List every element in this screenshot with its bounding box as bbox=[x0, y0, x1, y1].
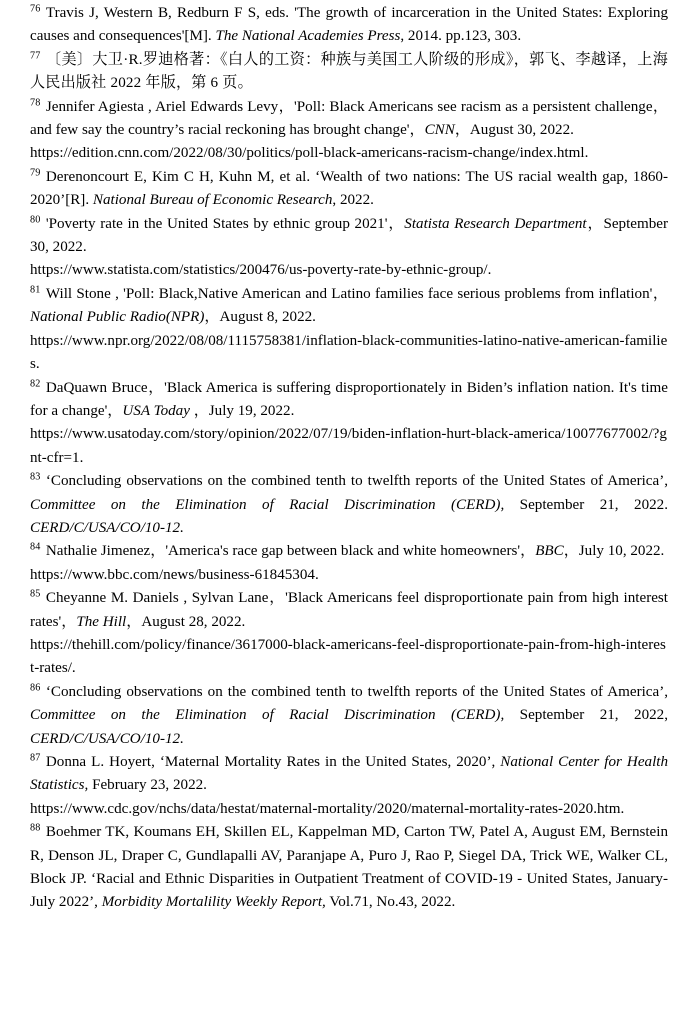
footnote-entry bbox=[30, 377, 668, 424]
footnote-source-title: The National Academies Press bbox=[215, 28, 401, 45]
footnote-entry bbox=[30, 681, 668, 751]
footnote-entry bbox=[30, 96, 668, 143]
footnote-text: ，August 8, 2022. bbox=[204, 309, 316, 326]
footnote-source-title: BBC bbox=[535, 543, 564, 560]
footnote-url[interactable]: https://www.npr.org/2022/08/08/1115758381/inflation-black-communities-latino-native-american-families. bbox=[30, 332, 668, 373]
footnote-text: Cheyanne M. Daniels , Sylvan Lane，'Black Americans feel disproportionate pain from high interest rates'， bbox=[30, 590, 668, 630]
footnote-url[interactable]: https://thehill.com/policy/finance/3617000-black-americans-feel-disproportionate-pain-from-high-interest-rates/. bbox=[30, 636, 666, 677]
footnote-source-title: CERD/C/USA/CO/10-12. bbox=[30, 730, 184, 747]
footnote-marker: 81 bbox=[30, 284, 41, 296]
footnote-url[interactable]: https://www.cdc.gov/nchs/data/hestat/maternal-mortality/2020/maternal-mortality-rates-2020.htm. bbox=[30, 800, 625, 817]
footnote-text: ，August 30, 2022. bbox=[454, 122, 574, 139]
footnote-entry bbox=[30, 166, 668, 213]
footnote-text: Jennifer Agiesta , Ariel Edwards Levy，'Poll: Black Americans see racism as a persistent challenge，and few say the country’s racial reckoning has brought change'， bbox=[30, 98, 668, 139]
footnote-text: ，July 19, 2022. bbox=[189, 402, 295, 419]
footnote-text: , 2014. pp.123, 303. bbox=[400, 28, 522, 45]
footnote-text: ，August 28, 2022. bbox=[126, 613, 246, 630]
footnote-source-title: Statista Research Department bbox=[404, 215, 587, 232]
footnote-text: , 2022. bbox=[332, 192, 374, 209]
footnote-marker: 87 bbox=[30, 752, 41, 764]
footnote-marker: 83 bbox=[30, 471, 41, 483]
footnote-url[interactable]: https://www.usatoday.com/story/opinion/2022/07/19/biden-inflation-hurt-black-america/10077677002/?gnt-cfr=1. bbox=[30, 426, 667, 466]
footnote-marker: 79 bbox=[30, 167, 41, 179]
footnote-entry bbox=[30, 2, 668, 49]
footnote-url[interactable]: https://www.statista.com/statistics/200476/us-poverty-rate-by-ethnic-group/. bbox=[30, 262, 492, 279]
footnote-source-title: Committee on the Elimination of Racial Discrimination (CERD), bbox=[30, 496, 505, 513]
footnote-text: February 23, 2022. bbox=[88, 777, 207, 794]
footnote-entry bbox=[30, 751, 668, 798]
footnote-url[interactable]: https://edition.cnn.com/2022/08/30/politics/poll-black-americans-racism-change/index.html. bbox=[30, 145, 589, 162]
footnote-marker: 85 bbox=[30, 588, 41, 600]
footnote-text: ‘Concluding observations on the combined tenth to twelfth reports of the United States of America’, bbox=[45, 473, 668, 490]
footnote-source-title: Committee on the Elimination of Racial Discrimination (CERD), bbox=[30, 707, 505, 724]
footnote-source-title: National Public Radio(NPR) bbox=[30, 309, 205, 326]
footnote-entry bbox=[30, 470, 668, 540]
footnote-source-title: National Bureau of Economic Research bbox=[92, 192, 333, 209]
footnote-marker: 82 bbox=[30, 378, 41, 389]
footnote-text: ，September 30, 2022. bbox=[30, 215, 668, 256]
footnote-text: 〔美〕大卫·R.罗迪格著：《白人的工资：种族与美国工人阶级的形成》，郭飞、李越译，上海人民出版社 2022 年版，第 6 页。 bbox=[30, 51, 668, 92]
footnote-marker: 78 bbox=[30, 97, 41, 109]
footnote-source-title: USA Today bbox=[122, 402, 190, 419]
footnote-entry bbox=[30, 49, 668, 96]
footnote-entry bbox=[30, 213, 668, 260]
footnote-source-title: CERD/C/USA/CO/10-12. bbox=[30, 519, 184, 536]
footnote-marker: 80 bbox=[30, 214, 41, 226]
footnote-marker: 76 bbox=[30, 3, 41, 15]
footnote-text: DaQuawn Bruce，'Black America is suffering disproportionately in Biden’s inflation nation. It's time for a change'， bbox=[30, 379, 668, 419]
footnote-entry bbox=[30, 587, 668, 634]
footnote-url[interactable]: https://www.bbc.com/news/business-61845304. bbox=[30, 566, 319, 583]
footnote-entry bbox=[30, 821, 668, 915]
footnote-text: Will Stone , 'Poll: Black,Native American and Latino families face serious problems from inflation'， bbox=[45, 285, 668, 302]
footnote-text: Boehmer TK, Koumans EH, Skillen EL, Kappelman MD, Carton TW, Patel A, August EM, Bernstein R, Denson JL, Draper C, Gundlapalli AV, Paranjape A, Puro J, Rao P, Siegel DA, Trick WE, Walker CL, Block JP. ‘Racial and Ethnic Disparities in Outpatient Treatment of COVID-19 - United States, January-July 2022’, bbox=[30, 824, 668, 911]
footnote-marker: 77 bbox=[30, 50, 41, 62]
footnote-text: Vol.71, No.43, 2022. bbox=[325, 894, 456, 911]
footnote-text: Nathalie Jimenez，'America's race gap between black and white homeowners'， bbox=[45, 543, 536, 560]
footnote-entry bbox=[30, 540, 668, 563]
footnote-text: ，July 10, 2022. bbox=[563, 543, 665, 560]
footnote-source-title: The Hill bbox=[76, 613, 127, 630]
footnote-source-title: National Center for Health Statistics, bbox=[30, 754, 669, 794]
footnote-entry bbox=[30, 283, 668, 330]
footnote-marker: 86 bbox=[30, 682, 41, 694]
footnote-text: September 21, 2022, bbox=[504, 707, 668, 724]
footnote-list bbox=[30, 2, 668, 915]
footnote-text: ‘Concluding observations on the combined tenth to twelfth reports of the United States of America’, bbox=[45, 683, 668, 700]
footnote-source-title: CNN bbox=[424, 122, 455, 139]
footnote-source-title: Morbidity Mortalility Weekly Report, bbox=[101, 894, 326, 911]
footnote-text: September 21, 2022. bbox=[504, 496, 668, 513]
footnote-text: Derenoncourt E, Kim C H, Kuhn M, et al. ‘Wealth of two nations: The US racial wealth gap, 1860-2020’[R]. bbox=[30, 168, 668, 209]
footnote-text: Travis J, Western B, Redburn F S, eds. 'The growth of incarceration in the United States: Exploring causes and consequences'[M]. bbox=[30, 5, 668, 45]
footnote-text: 'Poverty rate in the United States by ethnic group 2021'， bbox=[45, 215, 405, 232]
footnote-marker: 84 bbox=[30, 541, 41, 553]
footnote-marker: 88 bbox=[30, 822, 41, 834]
footnote-text: Donna L. Hoyert, ‘Maternal Mortality Rates in the United States, 2020’, bbox=[45, 754, 501, 770]
